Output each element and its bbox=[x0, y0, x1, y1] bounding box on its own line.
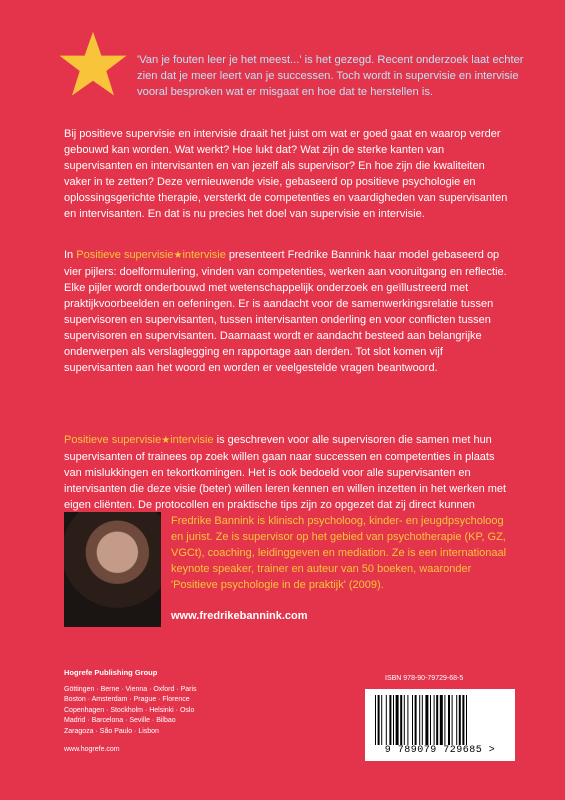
book-title-part2: intervisie bbox=[182, 249, 226, 261]
small-star-icon: ★ bbox=[161, 435, 171, 446]
paragraph-2 bbox=[64, 247, 509, 376]
publisher-city-line: Zaragoza · São Paulo · Lisbon bbox=[64, 727, 159, 735]
publisher-city-line: Copenhagen · Stockholm · Helsinki · Oslo bbox=[64, 706, 195, 714]
publisher-name: Hogrefe Publishing Group bbox=[64, 668, 158, 677]
paragraph-2-lead: In bbox=[64, 249, 74, 261]
author-bio: Fredrike Bannink is klinisch psycholoog, kinder- en jeugdpsycholoog en jurist. Ze is supervisor op het gebied van psychotherapie (KP, GZ, VGCt), coaching, leidinggeven en mediation. Ze is een internationaal keynote speaker, trainer en auteur van 50 boeken, waaronder 'Positieve psychologie in de praktijk' (2009). bbox=[171, 515, 507, 591]
publisher-block bbox=[64, 668, 264, 756]
book-title-part1: Positieve supervisie bbox=[64, 434, 162, 446]
isbn-label: ISBN 978-90-79729-68-5 bbox=[385, 675, 464, 682]
publisher-website-link[interactable]: www.hogrefe.com bbox=[64, 746, 120, 753]
intro-quote: 'Van je fouten leer je het meest...' is het gezegd. Recent onderzoek laat echter zien dat je meer leert van je successen. Toch wordt in supervisie en intervisie vooral besproken wat er misgaat en hoe dat te herstellen is. bbox=[137, 54, 524, 98]
publisher-city-line: Madrid · Barcelona · Seville · Bilbao bbox=[64, 717, 176, 724]
star-icon bbox=[58, 30, 128, 98]
paragraph-3-body: is geschreven voor alle supervisoren die samen met hun supervisanten of trainees op zoek willen gaan naar successen en competenties in plaats van mislukkingen en tekortkomingen. Het is ook bedoeld voor alle supervisanten en intervisanten die deze visie (beter) willen leren kennen en willen inzetten in het werken met eigen cliënten. De protocollen en praktische tips zijn zo opgezet dat zij direct kunnen bbox=[64, 434, 507, 511]
barcode-bars bbox=[375, 695, 505, 745]
small-star-icon: ★ bbox=[173, 250, 183, 261]
barcode-number: 9 789079 729685 > bbox=[384, 745, 496, 756]
publisher-city-line: Boston · Amsterdam · Prague · Florence bbox=[64, 696, 190, 703]
publisher-city-line: Göttingen · Berne · Vienna · Oxford · Paris bbox=[64, 685, 197, 693]
barcode bbox=[365, 689, 515, 761]
paragraph-2-body: presenteert Fredrike Bannink haar model gebaseerd op vier pijlers: doelformulering, vinden van competenties, werken aan vooruitgang en reflectie. Elke pijler wordt onderbouwd met wetenschappelijk onderzoek en geïllustreerd met praktijkvoorbeelden en oefeningen. Er is aandacht voor de samenwerkingsrelatie tussen supervisoren en supervisanten, tussen intervisanten onderling en voor conflicten tussen supervisoren en supervisanten. Daarnaast wordt er aandacht besteed aan belangrijke onderwerpen als verslaglegging en rapportage aan derden. Tot slot komen vijf supervisanten aan het woord en worden er veelgestelde vragen beantwoord. bbox=[64, 249, 507, 374]
author-website-link[interactable]: www.fredrikebannink.com bbox=[171, 610, 308, 622]
book-title-part1: Positieve supervisie bbox=[76, 249, 174, 261]
author-photo bbox=[64, 512, 161, 627]
book-title-part2: intervisie bbox=[170, 434, 214, 446]
paragraph-1: Bij positieve supervisie en intervisie draait het juist om wat er goed gaat en waarop verder gebouwd kan worden. Wat werkt? Hoe lukt dat? Wat zijn de sterke kanten van supervisanten en intervisanten en van jezelf als supervisor? En hoe zijn die kwaliteiten vaker in te zetten? Deze vernieuwende visie, gebaseerd op positieve psychologie en oplossingsgerichte therapie, versterkt de competenties en vaardigheden van supervisanten en intervisanten. En dat is nu precies het doel van supervisie en intervisie. bbox=[64, 128, 508, 220]
